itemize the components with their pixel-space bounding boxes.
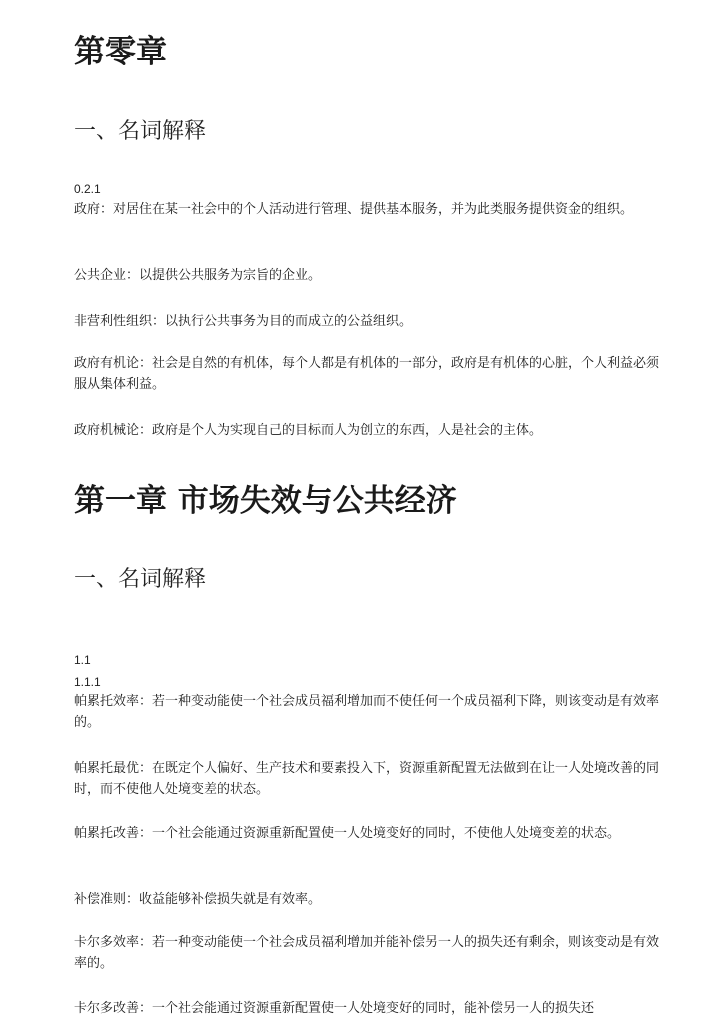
chapter-0-title: 第零章 <box>74 34 167 70</box>
definition-kaldor-improvement: 卡尔多改善：一个社会能通过资源重新配置使一人处境变好的同时，能补偿另一人的损失还 <box>74 1001 595 1016</box>
definition-pareto-improvement: 帕累托改善：一个社会能通过资源重新配置使一人处境变好的同时，不使他人处境变差的状态。 <box>74 826 621 841</box>
chapter-0-section-title: 一、名词解释 <box>74 119 207 144</box>
definition-organic-theory: 政府有机论：社会是自然的有机体，每个人都是有机体的一部分，政府是有机体的心脏，个人利益必须服从集体利益。 <box>74 356 660 392</box>
definition-public-enterprise: 公共企业：以提供公共服务为宗旨的企业。 <box>74 268 322 283</box>
definition-pareto-efficiency: 帕累托效率：若一种变动能使一个社会成员福利增加而不使任何一个成员福利下降，则该变动是有效率的。 <box>74 694 660 730</box>
section-number-0-2-1: 0.2.1 <box>74 182 101 196</box>
definition-nonprofit: 非营利性组织：以执行公共事务为目的而成立的公益组织。 <box>74 314 413 329</box>
definition-kaldor-efficiency: 卡尔多效率：若一种变动能使一个社会成员福利增加并能补偿另一人的损失还有剩余，则该变动是有效率的。 <box>74 935 660 971</box>
definition-mechanical-theory: 政府机械论：政府是个人为实现自己的目标而人为创立的东西，人是社会的主体。 <box>74 423 543 438</box>
definition-compensation-criterion: 补偿准则：收益能够补偿损失就是有效率。 <box>74 892 322 907</box>
section-number-1-1-1: 1.1.1 <box>74 675 101 689</box>
definition-pareto-optimum: 帕累托最优：在既定个人偏好、生产技术和要素投入下，资源重新配置无法做到在让一人处境改善的同时，而不使他人处境变差的状态。 <box>74 761 660 797</box>
chapter-1-title: 第一章 市场失效与公共经济 <box>74 483 457 519</box>
definition-government: 政府：对居住在某一社会中的个人活动进行管理、提供基本服务，并为此类服务提供资金的组织。 <box>74 202 634 217</box>
chapter-1-section-title: 一、名词解释 <box>74 567 207 592</box>
section-number-1-1: 1.1 <box>74 653 91 667</box>
